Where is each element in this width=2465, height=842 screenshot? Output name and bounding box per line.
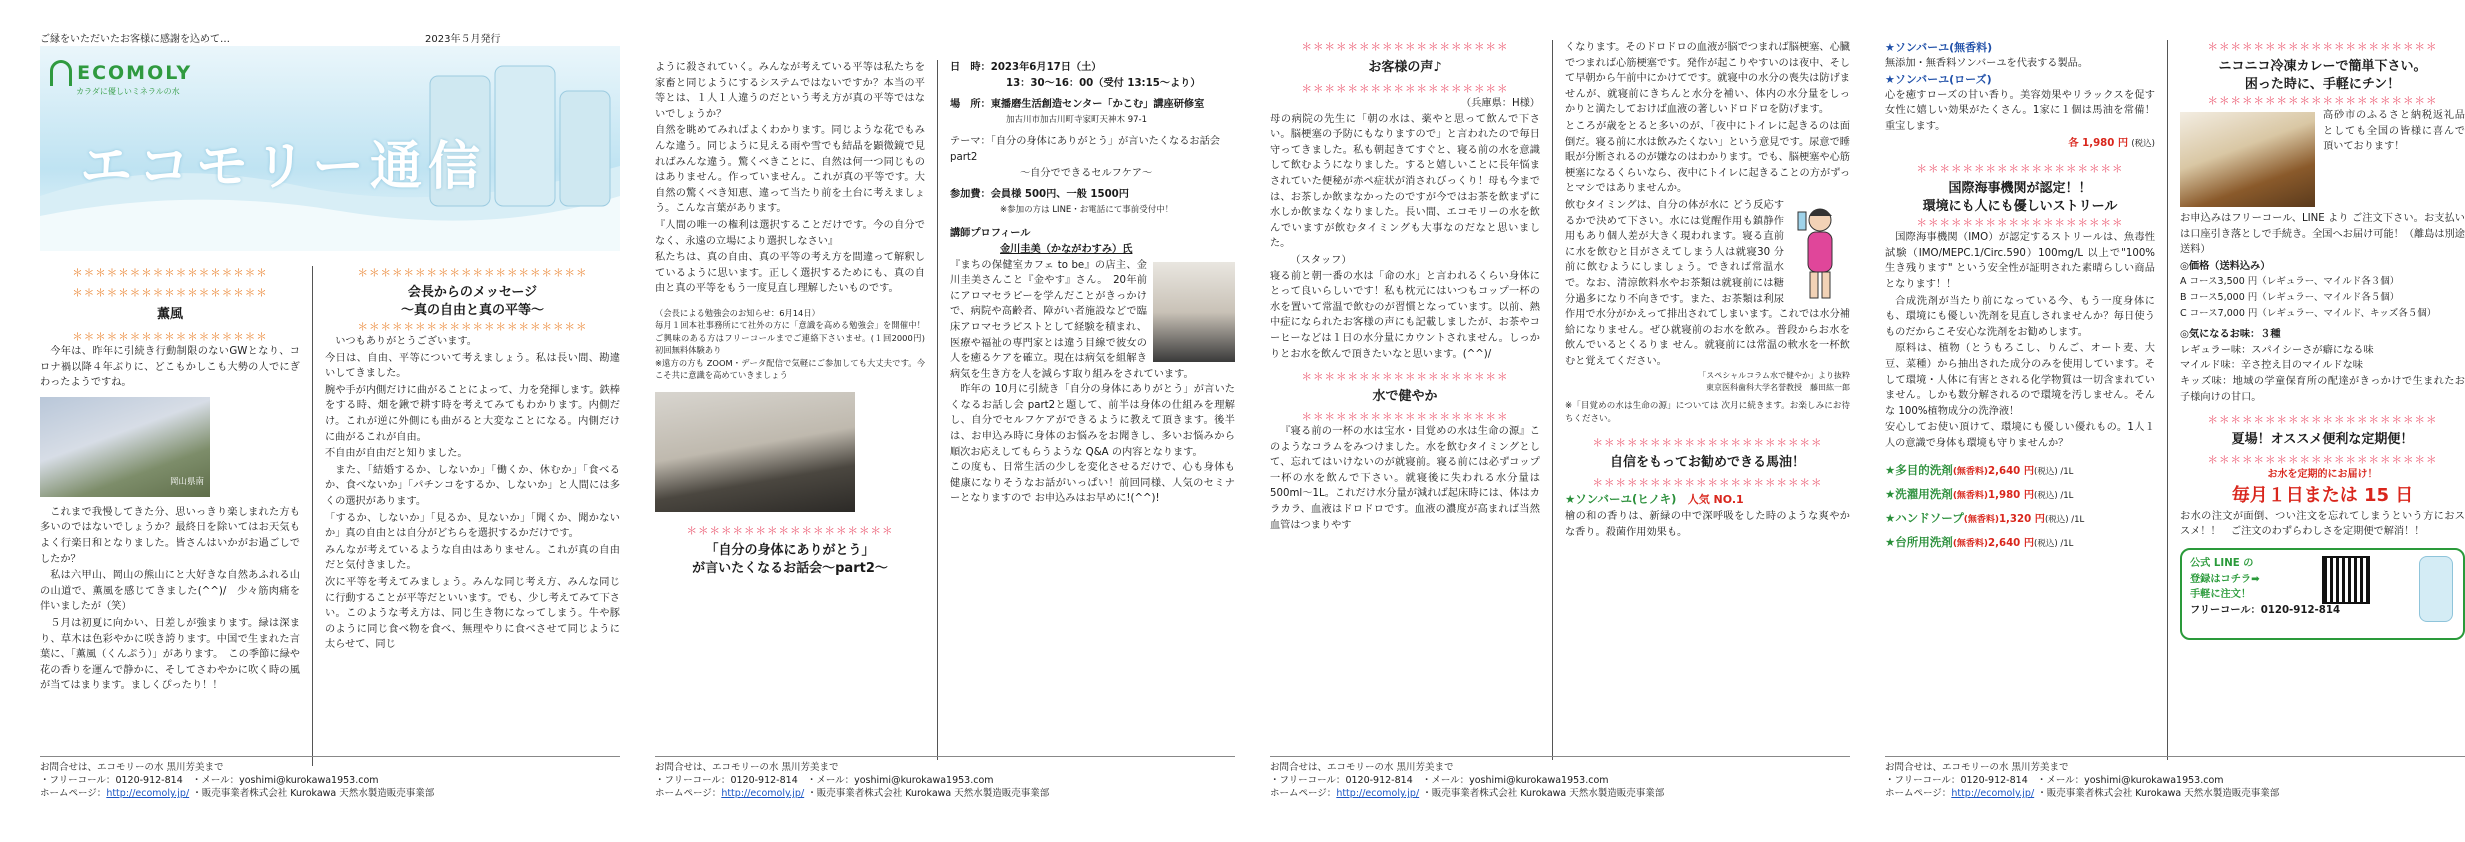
page-3 (1270, 30, 1850, 800)
price-head: ◎価格（送料込み） (2180, 260, 2271, 272)
event-theme: 「自分の身体にありがとう」が言いたくなるお話会part2 (950, 136, 1220, 163)
footer-mail-label: ・メール： (2036, 775, 2085, 786)
event-place: 東播磨生活創造センター「かこむ」講座研修室 (990, 99, 1205, 111)
detergent-tag: (無香料) (1952, 539, 1989, 550)
footer-phone-label: ・フリーコール： (40, 775, 116, 786)
detergent-name: ★洗濯用洗剤 (1885, 487, 1953, 502)
column-2 (1565, 40, 1850, 770)
paragraph: お申込みはフリーコール、LINE より ご注文下さい。お支払いは口座引き落としで手続き。全国へお届け可能！（離島は別途送料） (2180, 213, 2465, 256)
section-title: お客様の声♪ (1368, 60, 1442, 75)
footer-phone: 0120-912-814 (1960, 775, 2028, 786)
logo-mark-icon (50, 60, 72, 86)
product-desc: 檜の和の香りは、新緑の中で深呼吸をした時のような爽やかな香り。殺菌作用効果も。 (1565, 511, 1850, 538)
section-subtitle: 困った時に、手軽にチン！ (2244, 77, 2401, 92)
mountain-photo (40, 397, 210, 497)
detergent-unit: (税込) /1L (2034, 539, 2074, 550)
footer (40, 756, 620, 800)
footer-home-label: ホームページ： (655, 788, 722, 799)
event-date: 日 時：2023年6月17日（土） (950, 62, 1102, 73)
product-row (1565, 492, 1850, 509)
column-divider (1552, 40, 1553, 760)
detergent-item (1885, 483, 2155, 507)
next-note: ※「目覚めの水は生命の源」については 次月に続きます。お楽しみにお待ちください。 (1565, 401, 1850, 425)
paragraph: 私は六甲山、岡山の熊山にと大好きな自然あふれる山の山道で、薫風を感じてきました(^^)/ 少々筋肉痛を伴いましたが（笑） (40, 570, 300, 613)
taste-head: ◎気になるお味：３種 (2180, 329, 2281, 341)
footer-contact-line: お問合せは、エコモリーの水 黒川芳美まで (40, 762, 224, 773)
banner-title-line2: が言いたくなるお話会～part2～ (692, 560, 888, 576)
delivery-sub: お水を定期的にお届け！ (2267, 469, 2378, 481)
footer-phone-label: ・フリーコール： (1270, 775, 1346, 786)
footer-home (655, 787, 1235, 800)
section-title: 薫風 (156, 307, 183, 322)
divider-stars: ＊＊＊＊＊＊＊＊＊＊＊＊＊＊＊＊＊＊＊＊ (2207, 414, 2438, 427)
footer-company: ・販売事業者株式会社 Kurokawa 天然水製造販売事業部 (1422, 788, 1665, 799)
divider-stars: ＊＊＊＊＊＊＊＊＊＊＊＊＊＊＊＊＊＊ (1301, 371, 1509, 384)
paragraph: 国際海事機関（IMO）が認定するストリールは、魚毒性試験（IMO/MEPC.1/Circ.590）100mg/L 以上で"100%生き残ります" という安全性が証明された素晴らしい商品となります！！ (1885, 232, 2155, 290)
paragraph: 飲むタイミングは、自分の体が水に どう反応するかで決めて下さい。水には覚醒作用も鎮静作用もあり個人差が大きく現われます。寝る直前に水を飲むと目がさえてしまう人は就寝30 分前に飲むようにしましょう。できれば常温水で。なお、清涼飲料水やお茶類は就寝前には糖分過多になり不向きです。また、お茶類は利尿作用で水分がかえって排出されてしまいます。これでは水分補給になりません。ぜひ就寝前のお水を飲み。普段からお水を飲んでいるとくるりま せん。就寝前には常温の軟水を一杯飲むと覚えてください。 (1565, 199, 1850, 367)
footer-url-link[interactable]: http://ecomoly.jp/ (1336, 788, 1420, 799)
detergent-list (1885, 459, 2155, 555)
event-time: 13：30～16：00（受付 13:15～より） (1006, 77, 1201, 89)
divider-stars: ＊＊＊＊＊＊＊＊＊＊＊＊＊＊＊＊＊ (72, 331, 268, 343)
photo-caption: 岡山県南 (169, 477, 204, 488)
detergent-name: ★ハンドソープ (1885, 511, 1964, 526)
footer-mail: yoshimi@kurokawa1953.com (2084, 775, 2224, 786)
divider-stars: ＊＊＊＊＊＊＊＊＊＊＊＊＊＊＊＊＊＊＊＊ (2207, 95, 2438, 107)
paragraph: いつもありがとうございます。 (335, 336, 477, 347)
taste-1: レギュラー味：スパイシーさが癖になる味 (2180, 344, 2374, 356)
issue-date: 2023年５月発行 (425, 34, 501, 45)
footer-home (40, 787, 620, 800)
paragraph: 合成洗剤が当たり前になっている今、もう一度身体にも、環境にも優しい洗剤を見直しされませんか？毎日使うものだからこそ安心な洗剤をお勧めします。 (1885, 295, 2155, 338)
divider-stars: ＊＊＊＊＊＊＊＊＊＊＊＊＊＊＊＊＊ (72, 267, 268, 279)
notice-box (655, 307, 925, 382)
detergent-tag: (無香料) (1952, 467, 1989, 478)
paragraph: ところが歳をとると多いのが、「夜中にトイレに起きるのは面倒だ。寝る前に水は飲みたくない」という意見です。尿意で睡眠が分断されるのが嫌なのはわかります。でも、脳梗塞や心筋梗塞になるくらいなら、夜中にトイレに起きることの方がずっとマシではありませんか。 (1565, 120, 1850, 195)
paragraph: くなります。そのドロドロの血液が脳でつまれば脳梗塞、心臓でつまれば心筋梗塞です。発作が起こりやすいのは夜中、そして早朝から午前中にかけてです。就寝中の水分の喪失は防げませんが、就寝前にきちんと水分を補い、体内の水分量をしっかりと満たしておけば血液の著しいドロドロを防げます。 (1565, 42, 1850, 116)
price-value: 各 1,980 円 (2068, 137, 2129, 149)
column-divider (2167, 40, 2168, 760)
footer-contact-line: お問合せは、エコモリーの水 黒川芳美まで (1270, 762, 1454, 773)
event-fee-note: ※参加の方は LINE・お電話にて事前受付中！ (1000, 204, 1174, 215)
footer-url-link[interactable]: http://ecomoly.jp/ (106, 788, 190, 799)
paragraph: 昨年の 10月に引続き「自分の身体にありがとう」が言いたくなるお話し会 part2と題して、前半は身体の仕組みを理解し、自分でセルフケアができるように教えて頂きます。後半は、お申込み時に身体のお悩みをお聞きし、多いお悩みから順次お応えしてもらうような Q&A の内容となります。 (950, 384, 1235, 458)
event-place-label: 場 所： (950, 99, 991, 111)
footer (655, 756, 1235, 800)
footer-phone-mail (655, 774, 1235, 787)
column-divider (312, 266, 313, 766)
banner-title-line1: 「自分の身体にありがとう」 (705, 542, 875, 558)
product-name: ★ソンバーユ(無香料) (1885, 41, 1993, 54)
column-1 (40, 286, 300, 766)
product-desc: 無添加・無香料ソンバーユを代表する製品。 (1885, 57, 2089, 69)
banner-title: エコモリー通信 (80, 137, 487, 197)
event-address: 加古川市加古川町寺家町天神木 97-1 (1006, 114, 1147, 125)
detergent-price: 2,640 円 (1988, 466, 2035, 478)
column-divider (937, 60, 938, 760)
page-4 (1885, 30, 2465, 800)
product-price (1885, 136, 2155, 153)
price-c: C コース7,000 円（レギュラー、マイルド、キッズ各５個） (2180, 307, 2437, 319)
paragraph: 「するか、しないか」「見るか、見ないか」「聞くか、聞かないか」真の自由とは自分がどちらを選択するかだけです。 (325, 512, 620, 540)
page-1 (40, 30, 620, 800)
lecturer-label: 講師プロフィール (950, 228, 1031, 240)
divider-stars: ＊＊＊＊＊＊＊＊＊＊＊＊＊＊＊＊＊＊＊＊ (357, 267, 588, 279)
column-credit: 「スペシャルコラム水で健やか」より抜粋 (1698, 371, 1850, 381)
detergent-unit: (税込) /1L (2044, 515, 2085, 526)
section-subtitle: ～真の自由と真の平等～ (400, 303, 544, 318)
logo-tagline: カラダに優しいミネラルの水 (76, 87, 180, 96)
column-2 (950, 60, 1235, 770)
product-desc: 心を癒すローズの甘い香り。美容効果やリラックスを促す女性に嬉しい効果がたくさん。1家に１個は馬油を常備！重宝します。 (1885, 89, 2155, 132)
price-tax: (税込) (2131, 138, 2155, 149)
divider-stars: ＊＊＊＊＊＊＊＊＊＊＊＊＊＊＊＊＊＊＊＊ (1592, 437, 1823, 450)
curry-text: 高砂市のふるさと納税返礼品としても全国の皆様に喜んで頂いております！ (2323, 110, 2465, 153)
logo (50, 60, 192, 97)
section-title: 会長からのメッセージ (407, 285, 538, 300)
seminar-photo (655, 392, 855, 512)
page-2 (655, 30, 1235, 800)
paragraph: これまで我慢してきた分、思いっきり楽しまれた方も多いのではないでしょうか？最終日を除いてはお天気もよく行楽日和となりました。皆さんはいかがお過ごしでしたか？ (40, 506, 300, 565)
footer-mail-label: ・メール： (806, 775, 855, 786)
bottle-icon (2419, 556, 2453, 622)
footer-phone: 0120-912-814 (115, 775, 183, 786)
footer-mail: yoshimi@kurokawa1953.com (239, 775, 379, 786)
taste-3: キッズ味：地域の学童保育所の配達がきっかけで生まれたお子様向けの甘口。 (2180, 375, 2465, 403)
curry-intro (2180, 108, 2465, 155)
price-b: B コース5,000 円（レギュラー、マイルド各５個） (2180, 291, 2400, 303)
section-title: 国際海事機関が認定！！ (1948, 181, 2092, 197)
column-1 (1270, 40, 1540, 770)
footer-contact-line: お問合せは、エコモリーの水 黒川芳美まで (1885, 762, 2069, 773)
paragraph: ように殺されていく。みんなが考えている平等は私たちを家畜と同じようにするシステムではないですか？本当の平等とは、１人１人違うのだという考え方が真の平等ではないでしょうか？ (655, 62, 925, 120)
notice-note: ※遠方の方も ZOOM・データ配信で気軽にご参加しても大丈夫です。今こそ共に意識を高めていきましょう (655, 357, 925, 381)
footer-home-label: ホームページ： (1885, 788, 1952, 799)
paragraph: この度も、日常生活の少しを変化させるだけで、心も身体も健康になりそうなお話がいっぱい！前回同様、人気のセミナーとなりますので お申込みはお早めに!(^^)! (950, 462, 1235, 505)
paragraph: 今日は、自由、平等について考えましょう。私は長い間、勘違いしてきました。 (325, 352, 620, 380)
section-title: 水で健やか (1372, 389, 1438, 405)
footer-mail: yoshimi@kurokawa1953.com (1469, 775, 1609, 786)
header-banner (40, 46, 620, 251)
divider-stars: ＊＊＊＊＊＊＊＊＊＊＊＊＊＊＊＊＊＊ (1301, 83, 1509, 95)
footer (1885, 756, 2465, 800)
paragraph: ５月は初夏に向かい、日差しが強まります。緑は深まり、草木は色彩やかに咲き誇ります。中国で生まれた言葉に、「薫風（くんぷう）」があります。 この季節に緑や花の香りを運んで静かに、そしてさわやかに吹く時の風が当てはまります。ましくぴったり！！ (40, 617, 300, 692)
woman-drinking-icon (1790, 202, 1850, 302)
detergent-tag: (無香料) (1963, 515, 1999, 526)
notice-title: （会長による勉強会のお知らせ：6月14日） (655, 307, 820, 318)
section-title: 自信をもってお勧めできる馬油！ (1609, 455, 1805, 471)
paragraph: 腕や手が内側だけに曲がることによって、力を発揮します。鉄棒をする時、畑を鍬で耕す時を考えてみてもわかります。内側だけ。これが逆に外側にも曲がると大変なことになる。内側だけに曲がるこれが自由。 (325, 384, 620, 443)
greeting-text: ご縁をいただいたお客様に感謝を込めて… (40, 34, 230, 45)
lecturer-bio (950, 258, 1235, 383)
detergent-name: ★台所用洗剤 (1885, 535, 1953, 550)
paragraph: 次に平等を考えてみましょう。みんな同じ考え方、みんな同じに行動することが平等だといいます。でも、少し考えてみて下さい。このような考え方は、同じ生き物になってしまう。牛や豚のように同じ食べ物を食べ、無理やりに食べさせて同じように太らせて、同じ (325, 576, 620, 651)
detergent-price: 1,980 円 (1988, 490, 2035, 502)
section-subtitle: 環境にも人にも優しいストリール (1922, 199, 2118, 215)
detergent-price: 1,320 円 (1998, 514, 2045, 526)
footer-phone-label: ・フリーコール： (1885, 775, 1961, 786)
detergent-unit: (税込) /1L (2034, 491, 2074, 502)
paragraph: 私たちは、真の自由、真の平等の考え方を間違って解釈しているように思います。正しく選択するためにも、真の自由と真の平等をもう一度見直し理解したいものです。 (655, 252, 925, 295)
line-text-3: 手軽に注文！ (2190, 589, 2252, 601)
detergent-tag: (無香料) (1952, 491, 1989, 502)
product-name: ★ソンバーユ(ローズ) (1885, 73, 1992, 87)
divider-stars: ＊＊＊＊＊＊＊＊＊＊＊＊＊＊＊＊＊＊ (1916, 163, 2124, 176)
divider-stars: ＊＊＊＊＊＊＊＊＊＊＊＊＊＊＊＊＊＊＊＊ (2207, 41, 2438, 53)
footer-url-link[interactable]: http://ecomoly.jp/ (1951, 788, 2035, 799)
footer-mail-label: ・メール： (191, 775, 240, 786)
paragraph: お水の注文が面倒、つい注文を忘れてしまうという方におススメ！！ ご注文のわずらわしさを定期便で解消！！ (2180, 510, 2465, 538)
footer (1270, 756, 1850, 800)
footer-home-label: ホームページ： (40, 788, 107, 799)
footer-phone-mail (1270, 774, 1850, 787)
divider-stars: ＊＊＊＊＊＊＊＊＊＊＊＊＊＊＊＊＊＊＊＊ (1592, 477, 1823, 490)
footer-home-label: ホームページ： (1270, 788, 1337, 799)
lecturer-photo (1153, 262, 1235, 362)
section-title: ニコニコ冷凍カレーで簡単下さい。 (2218, 59, 2427, 74)
footer-company: ・販売事業者株式会社 Kurokawa 天然水製造販売事業部 (192, 788, 435, 799)
column-2 (325, 266, 620, 766)
qr-code-icon[interactable] (2322, 556, 2370, 604)
footer-phone-mail (1885, 774, 2465, 787)
line-text-2: 登録はコチラ➡ (2190, 573, 2260, 585)
detergent-unit: (税込) /1L (2034, 467, 2074, 478)
line-text-1: 公式 LINE の (2190, 557, 2254, 569)
line-box[interactable] (2180, 548, 2465, 640)
event-place-row (950, 97, 1235, 113)
footer-url-link[interactable]: http://ecomoly.jp/ (721, 788, 805, 799)
paragraph: 『人間の唯一の権利は選択することだけです。今の自分でなく、永遠の立場により選択しなさい』 (655, 219, 925, 247)
section-title: 夏場！オススメ便利な定期便！ (2231, 432, 2414, 448)
detergent-item (1885, 507, 2155, 531)
detergent-item (1885, 459, 2155, 483)
paragraph: 母の病院の先生に「朝の水は、薬やと思って飲んで下さい。脳梗塞の予防にもなりますので」と言われたので毎日守ってきました。私も朝起きてすぐと、寝る前の水を意識して飲むようになりました。すると嬉しいことに長年悩まされていた便秘が赤ペ症状が消されびっくり！母も今までは、お茶しか飲まなかったのですが今ではお茶を飲まずに水しか飲まなくなりました。長い間、エコモリーの水を飲んでいますが飲むタイミングも大事なのだなと思いました。 (1270, 113, 1540, 250)
column-1 (655, 60, 925, 770)
paragraph: 『寝る前の一杯の水は宝水・目覚めの水は生命の源』このようなコラムをみつけました。水を飲むタイミングとして、忘れてはいけないのが就寝前。寝る前には必ずコップ一杯の水を飲んで下さい。就寝後に失われる水分量は 500ml～1L。これだけ水分量が減れば起床時には、体はカラカラ、血液はドロドロです。血液の濃度が高まれば当然血管はつまりやす (1270, 426, 1540, 531)
footer-company: ・販売事業者株式会社 Kurokawa 天然水製造販売事業部 (807, 788, 1050, 799)
staff-label: （スタッフ） (1290, 254, 1352, 266)
detergent-name: ★多目的洗剤 (1885, 463, 1953, 478)
column-1 (1885, 40, 2155, 770)
taste-2: マイルド味：辛さ控え目のマイルドな味 (2180, 360, 2363, 372)
paragraph: 今年は、昨年に引続き行動制限のないGWとなり、コロナ禍以降４年ぶりに、どこもかしこも大勢の人でにぎわったようですね。 (40, 346, 300, 389)
divider-stars: ＊＊＊＊＊＊＊＊＊＊＊＊＊＊＊＊＊＊＊＊ (2207, 454, 2438, 467)
popular-badge: 人気 NO.1 (1687, 493, 1744, 507)
event-fee: 参加費：会員様 500円、一般 1500円 (950, 189, 1129, 201)
product-name: ★ソンバーユ(ヒノキ) (1565, 492, 1677, 507)
divider-stars: ＊＊＊＊＊＊＊＊＊＊＊＊＊＊＊＊＊＊ (1301, 41, 1509, 53)
divider-stars: ＊＊＊＊＊＊＊＊＊＊＊＊＊＊＊＊＊＊ (686, 524, 894, 537)
paragraph: また、「結婚するか、しないか」「働くか、休むか」「食べるか、食べないか」「パチンコをするか、しないか」と人間には多くの選択があります。 (325, 464, 620, 507)
paragraph: 不自由が自由だと知りました。 (325, 448, 468, 460)
footer-home (1885, 787, 2465, 800)
paragraph: みんなが考えているような自由はありません。これが真の自由だと気付きました。 (325, 544, 620, 572)
footer-phone: 0120-912-814 (1345, 775, 1413, 786)
curry-photo (2180, 112, 2315, 207)
footer-contact-line: お問合せは、エコモリーの水 黒川芳美まで (655, 762, 839, 773)
customer-label: （兵庫県：H様） (1461, 98, 1540, 109)
paragraph: 寝る前と朝一番の水は「命の水」と言われるくらい身体にとって良いらしいです！私も枕元にはいつもコップ一杯の水を置いて常温で飲むのが習慣となっています。以前、熱中症になられたお客様の声にも記載しましたが、お茶やコーヒーなどは１日の水分量にカウントされません。しっかりとお水を飲んで頂きたいなと思います。(^^)/ (1270, 270, 1540, 360)
event-theme-label: テーマ： (950, 136, 991, 148)
divider-stars: ＊＊＊＊＊＊＊＊＊＊＊＊＊＊＊＊＊＊＊＊ (357, 321, 588, 333)
price-a: A コース3,500 円（レギュラー、マイルド各３個） (2180, 276, 2400, 288)
column-author: 東京医科歯科大学名誉教授 藤田紘一郎 (1706, 383, 1850, 393)
drinking-illustration (1790, 202, 1850, 302)
column-2 (2180, 40, 2465, 770)
line-phone: フリーコール：0120-912-814 (2190, 604, 2341, 616)
lecturer-bio-text: 『まちの保健室カフェ to be』の店主、金川圭美さんこと『金やす』さん。 20年前にアロマセラピーを学んだことがきっかけで、病院や高齢者、障がい者施設などで臨床アロマセラピストとして経験を積まれ、医療や福祉の専門家とは違う目線で彼女の人を癒るケアを確立。現在は病気を組解き病気を生き方を人を減らす取り組みをされています。 (950, 259, 1194, 380)
footer-mail: yoshimi@kurokawa1953.com (854, 775, 994, 786)
detergent-item (1885, 531, 2155, 555)
divider-stars: ＊＊＊＊＊＊＊＊＊＊＊＊＊＊＊＊＊＊ (1301, 411, 1509, 424)
footer-mail-label: ・メール： (1421, 775, 1470, 786)
footer-phone-mail (40, 774, 620, 787)
footer-phone: 0120-912-814 (730, 775, 798, 786)
paragraph: 安心してお使い頂けて、環境にも優しい優れもの。1人１人の意識で身体も環境も守りませんか？ (1885, 422, 2155, 449)
footer-company: ・販売事業者株式会社 Kurokawa 天然水製造販売事業部 (2037, 788, 2280, 799)
lecturer-name: 金川圭美（かながわすみ）氏 (1000, 243, 1133, 255)
paragraph: 原料は、植物（とうもろこし、りんご、オート麦、大豆、菜種）から抽出された成分のみを使用しています。そして環境・人体に有害とされる化学物質は一切含まれていません。しかも数分解されるので環境を汚しません。そんな 100%植物成分の洗浄液！ (1885, 343, 2155, 417)
notice-body: 毎月１回本社事務所にて社外の方に「意識を高める勉強会」を開催中！ご興味のある方はフリーコールまでご連絡下さいませ。(１回2000円) 初回無料体験あり (655, 320, 925, 356)
delivery-big: 毎月１日または 15 日 (2231, 484, 2414, 506)
paragraph: 自然を眺めてみればよくわかります。同じような花でもみんな違う。同じように見える雨や雪でも結晶を顕微鏡で見ればみんな違う。驚くべきことに、自然は何一つ同じものはありません。作っていません。これが真の平等です。大自然の驚くべき知恵、違って当たり前を土台に考えましょう。こんな言葉があります。 (655, 125, 925, 215)
event-theme-row (950, 134, 1235, 165)
footer-phone-label: ・フリーコール： (655, 775, 731, 786)
divider-stars: ＊＊＊＊＊＊＊＊＊＊＊＊＊＊＊＊＊ (72, 287, 268, 299)
detergent-price: 2,640 円 (1988, 538, 2035, 550)
footer-home (1270, 787, 1850, 800)
logo-text: ECOMOLY (77, 62, 193, 84)
divider-stars: ＊＊＊＊＊＊＊＊＊＊＊＊＊＊＊＊＊＊ (1916, 217, 2124, 230)
event-subtheme: ～自分でできるセルフケア～ (1020, 167, 1153, 179)
